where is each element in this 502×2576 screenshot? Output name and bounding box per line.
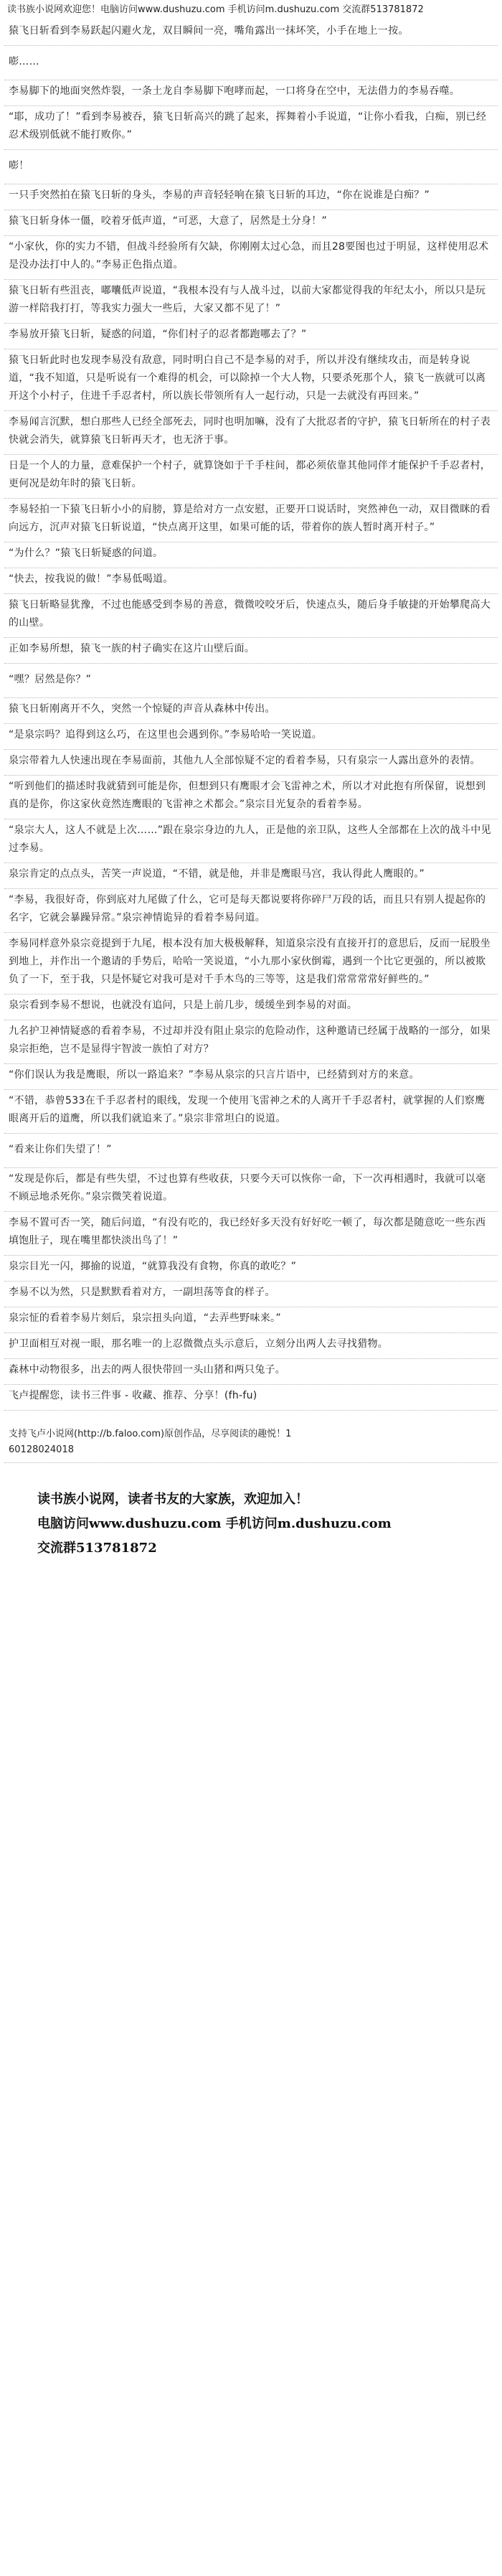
story-paragraph: “为什么？”猿飞日斩疑惑的问道。 bbox=[4, 542, 498, 568]
source-footer-line1: 支持飞卢小说网(http://b.faloo.com)原创作品，尽享阅读的趣悦！1 bbox=[9, 1429, 292, 1439]
story-paragraph: 泉宗肯定的点点头，苦笑一声说道，“不错，就是他，并非是鹰眼马宫，我认得此人鹰眼的。” bbox=[4, 863, 498, 889]
story-paragraph: 猿飞日斩有些沮丧，嘟囔低声说道，“我根本没有与人战斗过，以前大家都觉得我的年纪太小，所以只是玩游一样陪我打打，等我实力强大一些后，大家又都不见了！” bbox=[4, 280, 498, 324]
story-paragraph: 李易不置可否一笑，随后问道，“有没有吃的，我已经好多天没有好好吃一顿了，每次都是随意吃一些东西填饱肚子，现在嘴里都快淡出鸟了！” bbox=[4, 1212, 498, 1256]
story-paragraph: 九名护卫神情疑惑的看着李易，不过却并没有阻止泉宗的危险动作，这种邀请已经属于战略的一部分，如果泉宗拒绝，岂不是显得宇智波一族怕了对方？ bbox=[4, 1020, 498, 1064]
promo-block bbox=[4, 1487, 498, 1561]
chapter-body bbox=[4, 20, 498, 1411]
story-paragraph: “耶，成功了！”看到李易被吞，猿飞日斩高兴的跳了起来，挥舞着小手说道，“让你小看我，白痴，别已经忍术级别低就不能打败你。” bbox=[4, 106, 498, 150]
story-paragraph: 李易闻言沉默，想白那些人已经全部死去，同时也明加嘛，没有了大批忍者的守护，猿飞日斩所在的村子表快就会消失，就算猿飞日斩再天才，也无济于事。 bbox=[4, 411, 498, 455]
story-paragraph: 李易轻拍一下猿飞日斩小小的肩膀，算是给对方一点安慰，正要开口说话时，突然神色一动，双目微眯的看向远方，沉声对猿飞日斩说道，“快点离开这里，如果可能的话，带着你的族人暂时离开村子。” bbox=[4, 499, 498, 542]
promo-group: 交流群513781872 bbox=[37, 1541, 157, 1556]
story-paragraph: 猿飞日斩刚离开不久，突然一个惊疑的声音从森林中传出。 bbox=[4, 698, 498, 724]
story-paragraph: “是泉宗吗？追得到这么巧，在这里也会遇到你。”李易哈哈一笑说道。 bbox=[4, 724, 498, 750]
story-paragraph: 泉宗带着九人快速出现在李易面前，其他九人全部惊疑不定的看着李易，只有泉宗一人露出意外的表情。 bbox=[4, 750, 498, 776]
source-footer bbox=[4, 1424, 498, 1463]
story-paragraph: 猿飞日斩此时也发现李易没有敌意，同时明白自己不是李易的对手，所以并没有继续攻击，而是转身说道，“我不知道，只是听说有一个难得的机会，可以除掉一个大人物，只要杀死那个人，猿飞一族就可以离开这个小村子，住进千手忍者村，所以族长带领所有人一起行动，只是一去就没有再回来。” bbox=[4, 349, 498, 411]
story-paragraph: 森林中动物很多，出去的两人很快带回一头山猪和两只兔子。 bbox=[4, 1359, 498, 1385]
story-paragraph: 护卫面相互对视一眼，那名唯一的上忍微微点头示意后，立刻分出两人去寻找猎物。 bbox=[4, 1333, 498, 1359]
story-paragraph: “你们误认为我是鹰眼，所以一路追来？”李易从泉宗的只言片语中，已经猜到对方的来意。 bbox=[4, 1064, 498, 1090]
story-paragraph: 猿飞日斩身体一僵，咬着牙低声道，“可恶，大意了，居然是土分身！” bbox=[4, 210, 498, 236]
story-paragraph: 正如李易所想，猿飞一族的村子确实在这片山壁后面。 bbox=[4, 638, 498, 664]
story-paragraph: 飞卢提醒您，读书三件事 - 收藏、推荐、分享！(fh-fu) bbox=[4, 1385, 498, 1411]
story-paragraph: 李易不以为然，只是默默看着对方，一副坦荡等食的样子。 bbox=[4, 1282, 498, 1307]
story-paragraph: “泉宗大人，这人不就是上次……”跟在泉宗身边的九人，正是他的亲卫队，这些人全部都在上次的战斗中见过李易。 bbox=[4, 819, 498, 863]
story-paragraph: “听到他们的描述时我就猜到可能是你，但想到只有鹰眼才会飞雷神之术，所以才对此抱有所保留，说想到真的是你，你这家伙竟然连鹰眼的飞雷神之术都会。”泉宗目光复杂的看着李易。 bbox=[4, 776, 498, 819]
story-paragraph: “李易，我很好奇，你到底对九尾做了什么，它可是每天都说要将你碎尸万段的话，而且只有别人提起你的名字，它就会暴躁异常。”泉宗神情诡异的看着李易问道。 bbox=[4, 889, 498, 933]
site-header: 读书族小说网欢迎您！电脑访问www.dushuzu.com 手机访问m.dushuzu.com 交流群513781872 bbox=[7, 4, 424, 15]
story-paragraph: 李易脚下的地面突然炸裂，一条土龙自李易脚下咆哮而起，一口将身在空中，无法借力的李易吞噬。 bbox=[4, 80, 498, 106]
story-paragraph: 泉宗目光一闪，揶揄的说道，“就算我没有食物，你真的敢吃？” bbox=[4, 1256, 498, 1282]
story-paragraph: 猿飞日斩看到李易跃起闪避火龙，双目瞬间一亮，嘴角露出一抹坏笑，小手在地上一按。 bbox=[4, 20, 498, 46]
story-paragraph: 嘭…… bbox=[4, 46, 498, 80]
story-paragraph: 泉宗看到李易不想说，也就没有追问，只是上前几步，缓缓坐到李易的对面。 bbox=[4, 995, 498, 1020]
story-paragraph: “看来让你们失望了！” bbox=[4, 1134, 498, 1168]
story-paragraph: 猿飞日斩略显犹豫，不过也能感受到李易的善意，微微咬咬牙后，快速点头，随后身手敏捷的开始攀爬高大的山壁。 bbox=[4, 594, 498, 638]
promo-access: 电脑访问www.dushuzu.com 手机访问m.dushuzu.com bbox=[37, 1516, 392, 1531]
story-paragraph: “不错，恭曾533在千手忍者村的眼线，发现一个使用飞雷神之术的人离开千手忍者村，就掌握的人们察鹰眼离开后的道鹰，所以我们就追来了。”泉宗非常坦白的说道。 bbox=[4, 1090, 498, 1134]
story-paragraph: 李易放开猿飞日斩，疑惑的问道，“你们村子的忍者都跑哪去了？” bbox=[4, 324, 498, 349]
story-paragraph: 一只手突然拍在猿飞日斩的身头，李易的声音轻轻响在猿飞日斩的耳边，“你在说谁是白痴？” bbox=[4, 184, 498, 210]
story-paragraph: 泉宗怔的看着李易片刻后，泉宗扭头向道，“去弄些野味来。” bbox=[4, 1307, 498, 1333]
promo-welcome: 读书族小说网，读者书友的大家族，欢迎加入！ bbox=[37, 1492, 308, 1507]
story-paragraph: “发现是你后，都是有些失望，不过也算有些收获，只要今天可以恢你一命，下一次再相遇时，我就可以毫不顾忌地杀死你。”泉宗微笑着说道。 bbox=[4, 1168, 498, 1212]
story-paragraph: “嘿？居然是你？” bbox=[4, 664, 498, 698]
story-paragraph: 嘭！ bbox=[4, 150, 498, 184]
story-paragraph: “快去，按我说的做！”李易低喝道。 bbox=[4, 568, 498, 594]
story-paragraph: 日是一个人的力量，意难保护一个村子，就算饶如于千手柱间，都必须依靠其他同伴才能保护千手忍者村，更何况是幼年时的猿飞日斩。 bbox=[4, 455, 498, 499]
source-footer-line2: 60128024018 bbox=[9, 1444, 74, 1455]
story-paragraph: 李易同样意外泉宗竟提到于九尾，根本没有加大极极解释，知道泉宗没有直接开打的意思后，反而一屁股坐到地上，并作出一个邀请的手势后，哈哈一笑说道，“小九那小家伙倒霉，遇到一个比它更强的，所以被欺负了一下，至于我，只是怀疑它对我可是对千手木鸟的三等等，这是我们常常常常好鲜些的。” bbox=[4, 933, 498, 995]
story-paragraph: “小家伙，你的实力不错，但战斗经验所有欠缺，你刚刚太过心急，而且28要图也过于明显，这样使用忍术是没办法打中人的。”李易正色指点道。 bbox=[4, 236, 498, 280]
